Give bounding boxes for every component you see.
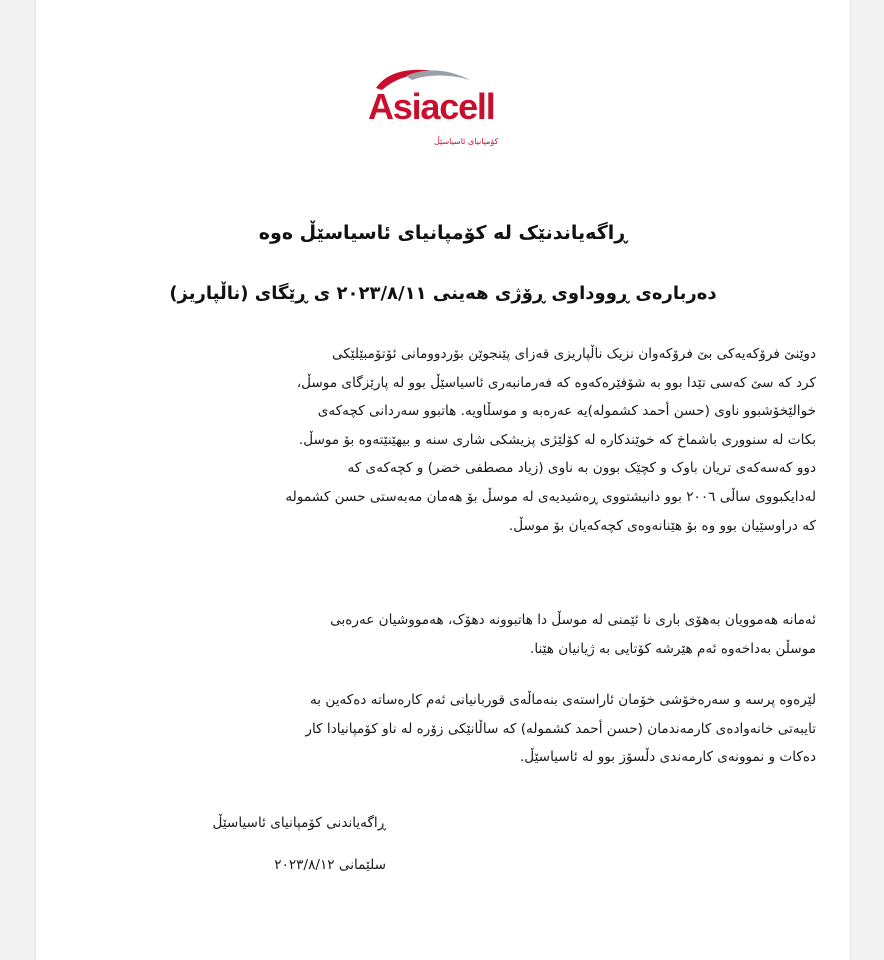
paragraph-line: کە دراوسێیان بوو وە بۆ هێنانەوەی کچەکەیان بۆ موسڵ. xyxy=(508,517,816,534)
paragraph-line: دەکات و نموونەی کارمەندی دڵسۆز بوو لە ئاسیاسێڵ. xyxy=(519,749,816,766)
paragraph-line: تایبەتی خانەوادەی کارمەندمان (حسن أحمد کشمولە) کە ساڵانێکی زۆرە لە ناو کۆمپانیادا کار xyxy=(305,720,816,737)
document-title: ڕاگەیاندنێک لە کۆمپانیای ئاسیاسێڵ ەوە xyxy=(258,222,628,244)
paragraph-line: ئەمانە هەموویان بەهۆی باری نا ئێمنی لە موسڵ دا هاتبوونە دهۆک، هەمووشیان عەرەبی xyxy=(330,612,816,628)
paragraph-line: دوو کەسەکەی تریان باوک و کچێک بوون بە ناوی (زیاد مصطفی خضر) و کچەکەی کە xyxy=(347,460,816,477)
logo-brand-text: Asiacell xyxy=(368,86,495,127)
signature-name: ڕاگەیاندنی کۆمپانیای ئاسیاسێڵ xyxy=(212,815,386,831)
document-subtitle: دەربارەی ڕووداوی ڕۆژی هەینی ٢٠٢٣/٨/١١ ی ڕێگای (ناڵپاریز) xyxy=(169,283,717,304)
paragraph-line: کرد کە سێ کەسی تێدا بوو بە شۆفێرەکەوە کە فەرمانبەری ئاسیاسێڵ بوو لە پارێزگای موسڵ، xyxy=(296,374,816,391)
signature-place-date: سلێمانی ٢٠٢٣/٨/١٢ xyxy=(274,857,386,873)
paragraph-line: بکات لە سنووری باشماخ کە خوێندکارە لە کۆلێژی پزیشکی شاری سنە و بیهێنێتەوە بۆ موسڵ. xyxy=(298,431,816,448)
logo-tagline: کۆمپانیای ئاسیاسێڵ xyxy=(434,137,499,146)
paragraph-condolences xyxy=(94,686,816,772)
paragraph-line: لەدایکبووی ساڵی ٢٠٠٦ بوو دانیشتووی ڕەشیدیەی لە موسڵ بۆ هەمان مەبەستی حسن کشمولە xyxy=(285,488,816,505)
paragraph-line: خوالێخۆشبوو ناوی (حسن أحمد کشمولە)یە عەرەبە و موسڵاویە. هاتبوو سەردانی کچەکەی xyxy=(317,403,816,420)
paragraph-incident xyxy=(94,340,816,540)
document-page xyxy=(36,0,850,960)
paragraph-line: لێرەوە پرسە و سەرەخۆشی خۆمان ئاراستەی بنەماڵەی قوربانیانی ئەم کارەساتە دەکەین بە xyxy=(310,692,816,708)
paragraph-line: موسڵن بەداخەوە ئەم هێرشە کۆتایی بە ژیانیان هێنا. xyxy=(530,640,816,657)
paragraph-victims xyxy=(94,606,816,663)
asiacell-logo xyxy=(366,62,516,154)
paragraph-line: دوێنێ فرۆکەیەکی بێ فرۆکەوان نزیک ناڵپاریزی قەزای پێنجوێن بۆردوومانی ئۆتۆمبێلێکی xyxy=(331,346,816,362)
